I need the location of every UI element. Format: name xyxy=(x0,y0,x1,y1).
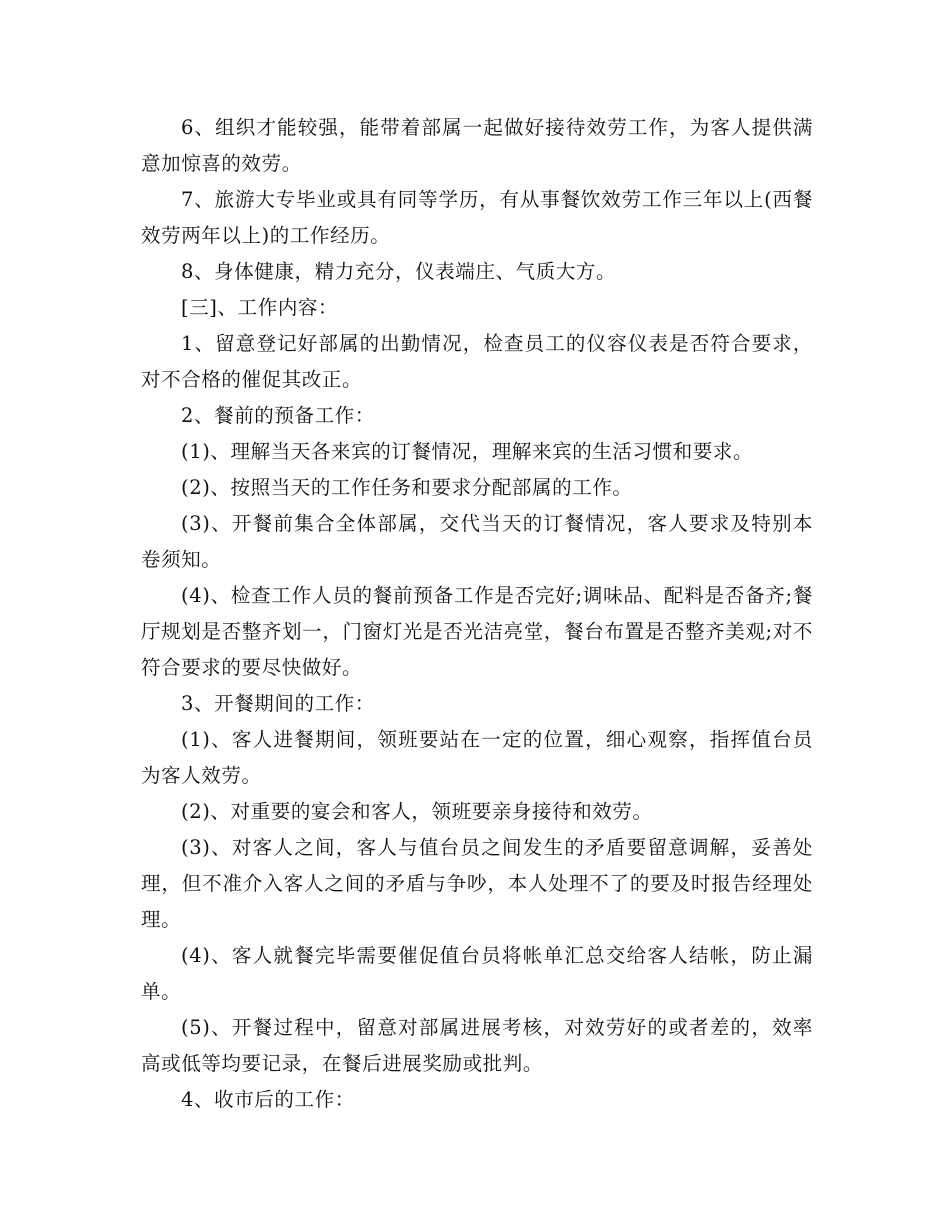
paragraph-duty-3-heading: 3、开餐期间的工作： xyxy=(181,692,375,715)
paragraph-duty-4-heading: 4、收市后的工作： xyxy=(181,1088,355,1111)
paragraph-duty-2-item-1: (1)、理解当天各来宾的订餐情况，理解来宾的生活习惯和要求。 xyxy=(181,440,754,463)
section-heading-work-content: [三]、工作内容： xyxy=(181,296,339,319)
paragraph-duty-3-item-1: (1)、客人进餐期间，领班要站在一定的位置，细心观察，指挥值台员为客人效劳。 xyxy=(141,728,813,787)
paragraph-duty-3-item-5: (5)、开餐过程中，留意对部属进展考核，对效劳好的或者差的，效率高或低等均要记录，在餐后进展奖励或批判。 xyxy=(141,1016,813,1075)
paragraph-duty-1: 1、留意登记好部属的出勤情况，检查员工的仪容仪表是否符合要求，对不合格的催促其改正。 xyxy=(141,332,813,391)
paragraph-requirement-7: 7、旅游大专毕业或具有同等学历，有从事餐饮效劳工作三年以上(西餐效劳两年以上)的工作经历。 xyxy=(141,188,813,247)
paragraph-duty-2-heading: 2、餐前的预备工作： xyxy=(181,404,375,427)
paragraph-duty-3-item-3: (3)、对客人之间，客人与值台员之间发生的矛盾要留意调解，妥善处理，但不准介入客人之间的矛盾与争吵，本人处理不了的要及时报告经理处理。 xyxy=(141,836,813,931)
paragraph-requirement-6: 6、组织才能较强，能带着部属一起做好接待效劳工作，为客人提供满意加惊喜的效劳。 xyxy=(141,116,813,175)
paragraph-duty-2-item-2: (2)、按照当天的工作任务和要求分配部属的工作。 xyxy=(181,476,633,499)
paragraph-duty-2-item-3: (3)、开餐前集合全体部属，交代当天的订餐情况，客人要求及特别本卷须知。 xyxy=(141,512,813,571)
paragraph-duty-2-item-4: (4)、检查工作人员的餐前预备工作是否完好;调味品、配料是否备齐;餐厅规划是否整齐划一，门窗灯光是否光洁亮堂，餐台布置是否整齐美观;对不符合要求的要尽快做好。 xyxy=(141,584,813,679)
paragraph-duty-3-item-2: (2)、对重要的宴会和客人，领班要亲身接待和效劳。 xyxy=(181,800,653,823)
paragraph-requirement-8: 8、身体健康，精力充分，仪表端庄、气质大方。 xyxy=(181,260,617,283)
paragraph-duty-3-item-4: (4)、客人就餐完毕需要催促值台员将帐单汇总交给客人结帐，防止漏单。 xyxy=(141,944,813,1003)
document-body xyxy=(141,110,813,1118)
